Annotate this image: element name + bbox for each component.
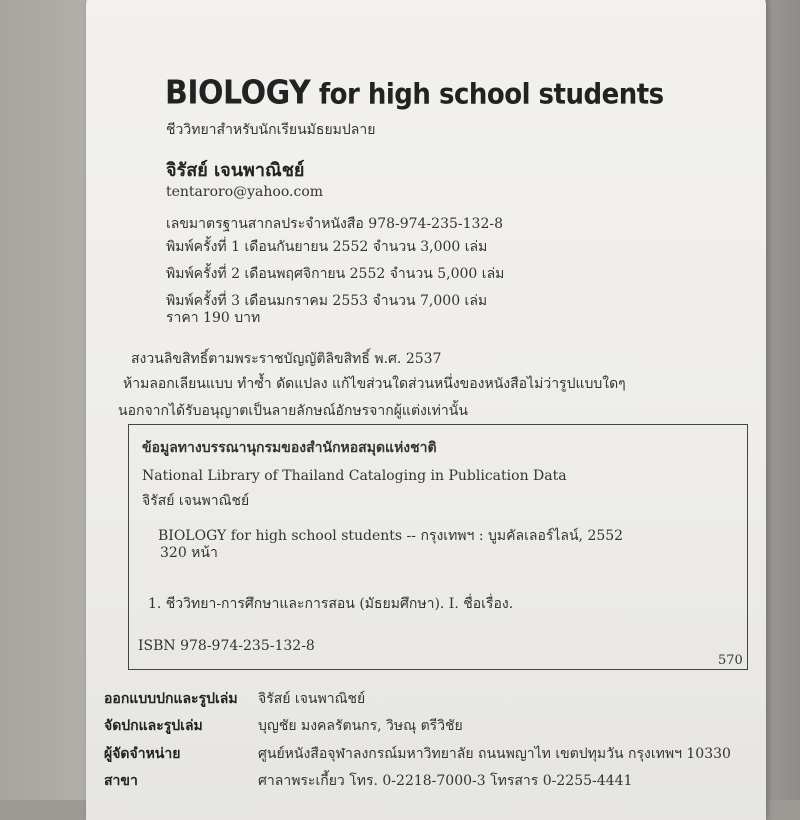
title-main: BIOLOGY: [165, 74, 311, 113]
credit-value-distributor: ศูนย์หนังสือจุฬาลงกรณ์มหาวิทยาลัย ถนนพญาไท เขตปทุมวัน กรุงเทพฯ 10330: [258, 746, 731, 762]
print-edition-2: พิมพ์ครั้งที่ 2 เดือนพฤศจิกายน 2552 จำนวน 5,000 เล่ม: [166, 266, 505, 282]
credit-label-cover-design: ออกแบบปกและรูปเล่ม: [104, 691, 238, 707]
credit-value-branch: ศาลาพระเกี้ยว โทร. 0-2218-7000-3 โทรสาร 0-2255-4441: [258, 773, 633, 789]
copyright-line-2: ห้ามลอกเลียนแบบ ทำซ้ำ ดัดแปลง แก้ไขส่วนใดส่วนหนึ่งของหนังสือไม่ว่ารูปแบบใดๆ: [123, 376, 626, 392]
cip-isbn: ISBN 978-974-235-132-8: [138, 638, 315, 654]
book-title: [165, 74, 664, 113]
credit-label-layout: จัดปกและรูปเล่ม: [104, 718, 203, 734]
price: ราคา 190 บาท: [166, 310, 261, 326]
credit-label-branch: สาขา: [104, 773, 138, 789]
book-subtitle: ชีววิทยาสำหรับนักเรียนมัธยมปลาย: [166, 122, 376, 138]
cip-box: [128, 424, 748, 670]
title-rest: for high school students: [310, 78, 664, 112]
cip-pages: 320 หน้า: [160, 545, 218, 561]
isbn-line: เลขมาตรฐานสากลประจำหนังสือ 978-974-235-132-8: [166, 216, 503, 232]
cip-subjects: 1. ชีววิทยา-การศึกษาและการสอน (มัธยมศึกษา). I. ชื่อเรื่อง.: [148, 596, 514, 612]
credit-label-distributor: ผู้จัดจำหน่าย: [104, 746, 181, 762]
print-edition-1: พิมพ์ครั้งที่ 1 เดือนกันยายน 2552 จำนวน 3,000 เล่ม: [166, 239, 488, 255]
copyright-line-3: นอกจากได้รับอนุญาตเป็นลายลักษณ์อักษรจากผู้แต่งเท่านั้น: [118, 403, 468, 419]
cip-heading-en: National Library of Thailand Cataloging in Publication Data: [142, 468, 567, 484]
cip-author: จิรัสย์ เจนพาณิชย์: [142, 493, 250, 509]
credit-value-layout: บุญชัย มงคลรัตนกร, วิษณุ ตรีวิชัย: [258, 718, 463, 734]
cip-entry: BIOLOGY for high school students -- กรุงเทพฯ : บูมคัลเลอร์ไลน์, 2552: [158, 528, 624, 544]
cip-call-number: 570: [718, 653, 743, 668]
book-author: จิรัสย์ เจนพาณิชย์: [166, 160, 305, 181]
cip-heading-th: ข้อมูลทางบรรณานุกรมของสำนักหอสมุดแห่งชาติ: [142, 440, 437, 456]
copyright-line-1: สงวนลิขสิทธิ์ตามพระราชบัญญัติลิขสิทธิ์ พ.ศ. 2537: [131, 351, 442, 367]
author-email: tentaroro@yahoo.com: [166, 184, 324, 200]
credit-value-cover-design: จิรัสย์ เจนพาณิชย์: [258, 691, 366, 707]
print-edition-3: พิมพ์ครั้งที่ 3 เดือนมกราคม 2553 จำนวน 7,000 เล่ม: [166, 293, 488, 309]
